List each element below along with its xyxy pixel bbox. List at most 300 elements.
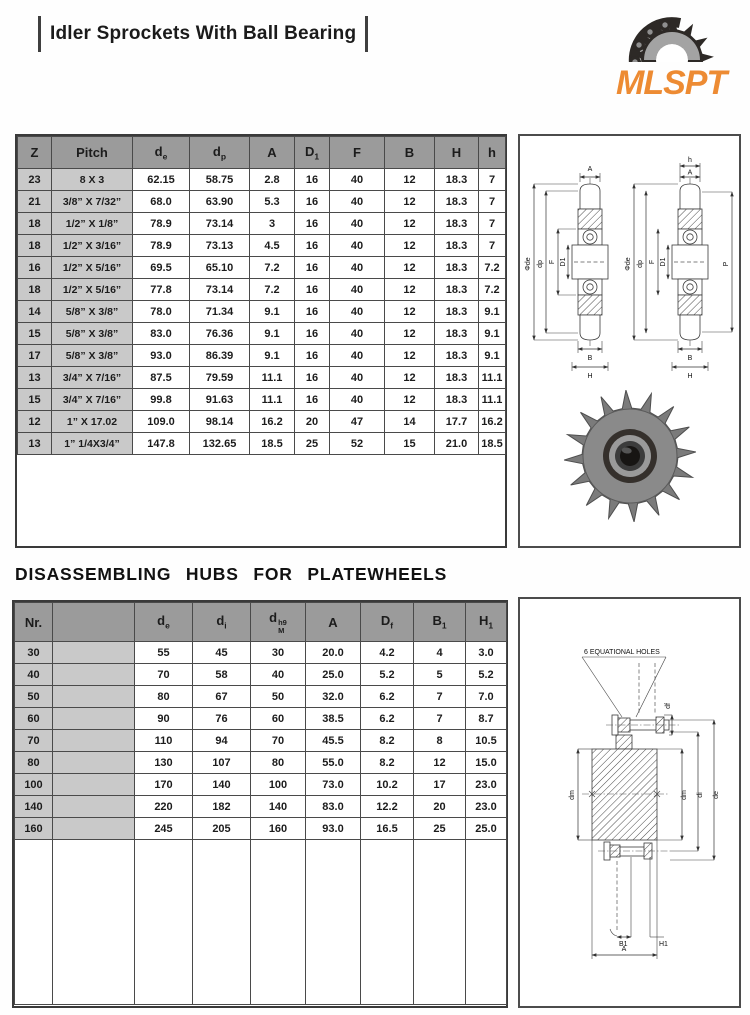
table-cell: 8.2	[361, 752, 414, 774]
table-cell: 18.5	[479, 433, 506, 455]
table-cell: 140	[251, 796, 306, 818]
table-row	[18, 257, 506, 279]
table-cell: 1/2” X 5/16”	[52, 279, 133, 301]
table-cell: 18.3	[435, 257, 479, 279]
table-cell: 21.0	[435, 433, 479, 455]
column-header: H	[435, 137, 479, 169]
table-cell: 7	[414, 686, 466, 708]
table-cell: 107	[193, 752, 251, 774]
table-cell: 65.10	[190, 257, 250, 279]
table-cell	[53, 664, 135, 686]
table-cell: 18	[18, 213, 52, 235]
table-cell: 18	[18, 235, 52, 257]
table-cell: 30	[15, 642, 53, 664]
table-cell: 9.1	[250, 323, 295, 345]
table-header-row	[15, 603, 507, 642]
table-cell: 70	[15, 730, 53, 752]
table-cell: 10.5	[466, 730, 507, 752]
column-header	[53, 603, 135, 642]
brand-logo	[608, 2, 740, 100]
column-header: $d_p$	[190, 137, 250, 169]
table-cell: 16	[295, 257, 330, 279]
table-cell: 63.90	[190, 191, 250, 213]
dim-label-a2: A	[687, 169, 693, 177]
table-cell: 12	[385, 279, 435, 301]
table-cell: 76.36	[190, 323, 250, 345]
dim-label-p: P	[723, 261, 730, 267]
table-cell: 23	[18, 169, 52, 191]
table-cell: 7.2	[250, 279, 295, 301]
table-cell: 16.2	[250, 411, 295, 433]
table-cell: 6.2	[361, 686, 414, 708]
table-cell: 40	[330, 279, 385, 301]
table-cell: 73.13	[190, 235, 250, 257]
table-cell	[53, 730, 135, 752]
page-title: Idler Sprockets With Ball Bearing	[50, 23, 357, 44]
table-cell: 9.1	[250, 345, 295, 367]
table-cell: 7	[479, 169, 506, 191]
dim-label-b1: B1	[619, 941, 628, 948]
table-cell: 40	[330, 213, 385, 235]
table-cell: 40	[251, 664, 306, 686]
dim-label-b: B	[587, 355, 593, 362]
dim-label-h1: H1	[659, 941, 668, 948]
table-cell: 47	[330, 411, 385, 433]
empty-cell	[135, 840, 193, 1005]
table-cell: 78.9	[133, 235, 190, 257]
table-cell: 11.1	[479, 389, 506, 411]
table-cell: 4.5	[250, 235, 295, 257]
table-cell: 147.8	[133, 433, 190, 455]
column-header: $d_e$	[133, 137, 190, 169]
table-cell: 20.0	[306, 642, 361, 664]
table-cell: 11.1	[479, 367, 506, 389]
title-right-rule	[365, 16, 368, 52]
table-cell: 12	[385, 389, 435, 411]
table-row	[15, 686, 507, 708]
table-cell: 5/8” X 3/8”	[52, 345, 133, 367]
table-cell: 98.14	[190, 411, 250, 433]
sprocket-drawing-panel	[518, 134, 741, 548]
table-cell: 132.65	[190, 433, 250, 455]
table-cell: 16	[295, 389, 330, 411]
column-header: $B_1$	[414, 603, 466, 642]
table-cell: 15.0	[466, 752, 507, 774]
table-cell: 7	[479, 191, 506, 213]
table-cell: 40	[330, 323, 385, 345]
table-cell: 18.3	[435, 213, 479, 235]
table-cell: 18.3	[435, 169, 479, 191]
table-cell: 86.39	[190, 345, 250, 367]
table-cell: 55.0	[306, 752, 361, 774]
table-cell: 25	[295, 433, 330, 455]
table-cell: 67	[193, 686, 251, 708]
table-cell: 18.3	[435, 323, 479, 345]
table-cell: 12	[385, 301, 435, 323]
table-row	[15, 752, 507, 774]
column-header: Pitch	[52, 137, 133, 169]
table-cell: 1” 1/4X3/4”	[52, 433, 133, 455]
column-header: Z	[18, 137, 52, 169]
table-cell: 15	[18, 323, 52, 345]
table-cell: 12	[385, 169, 435, 191]
table-cell: 50	[251, 686, 306, 708]
dim-label-f: F	[549, 259, 556, 265]
table-cell: 23.0	[466, 796, 507, 818]
table-cell: 16.5	[361, 818, 414, 840]
table-cell: 80	[251, 752, 306, 774]
dim-label-h-total: H	[587, 373, 593, 380]
table-cell: 16	[18, 257, 52, 279]
table-cell: 14	[385, 411, 435, 433]
table-cell: 16	[295, 191, 330, 213]
table-cell: 77.8	[133, 279, 190, 301]
table-cell: 40	[15, 664, 53, 686]
table-cell: 16	[295, 301, 330, 323]
table-cell	[53, 796, 135, 818]
sprocket-cross-section-drawing	[520, 136, 739, 546]
upper-bolt	[606, 715, 680, 735]
table-cell: 45	[193, 642, 251, 664]
table-cell: 5.2	[466, 664, 507, 686]
table-cell: 73.0	[306, 774, 361, 796]
table-row	[15, 774, 507, 796]
table-cell: 18.3	[435, 367, 479, 389]
table-cell: 58	[193, 664, 251, 686]
table-cell: 52	[330, 433, 385, 455]
table-cell: 3.0	[466, 642, 507, 664]
table-cell: 18.3	[435, 345, 479, 367]
table-cell: 16	[295, 345, 330, 367]
table-cell: 20	[295, 411, 330, 433]
table-cell: 68.0	[133, 191, 190, 213]
table-cell: 6.2	[361, 708, 414, 730]
table-cell: 60	[15, 708, 53, 730]
dim-label-a: A	[621, 946, 627, 953]
empty-cell	[193, 840, 251, 1005]
table-cell: 7	[479, 213, 506, 235]
table-cell: 205	[193, 818, 251, 840]
table-cell: 8 X 3	[52, 169, 133, 191]
table-cell: 73.14	[190, 279, 250, 301]
table-row	[15, 796, 507, 818]
empty-cell	[414, 840, 466, 1005]
table-cell: 40	[330, 301, 385, 323]
table-cell: 9.1	[250, 301, 295, 323]
table-cell: 8.2	[361, 730, 414, 752]
brand-logo-text: MLSPT	[616, 64, 727, 100]
dim-label-dm-right: dm	[681, 790, 688, 800]
table-cell: 8	[414, 730, 466, 752]
table-row	[18, 433, 506, 455]
table-cell: 73.14	[190, 213, 250, 235]
holes-note: 6 EQUATIONAL HOLES	[584, 649, 660, 656]
table-cell: 11.1	[250, 389, 295, 411]
table-row	[15, 818, 507, 840]
table-cell: 58.75	[190, 169, 250, 191]
table-cell: 3/4” X 7/16”	[52, 367, 133, 389]
table-cell: 18.5	[250, 433, 295, 455]
empty-cell	[53, 840, 135, 1005]
table-row	[18, 191, 506, 213]
column-header: $d_e$	[135, 603, 193, 642]
empty-cell	[251, 840, 306, 1005]
table-cell: 80	[15, 752, 53, 774]
table-cell: 40	[330, 257, 385, 279]
table-cell: 79.59	[190, 367, 250, 389]
table-cell: 9.1	[479, 301, 506, 323]
table-cell	[53, 708, 135, 730]
table-cell: 76	[193, 708, 251, 730]
dim-label-dp: dp	[537, 260, 544, 268]
table-cell: 87.5	[133, 367, 190, 389]
table-cell: 17	[18, 345, 52, 367]
table-cell: 20	[414, 796, 466, 818]
empty-row	[15, 840, 507, 1005]
table-cell: 182	[193, 796, 251, 818]
table-row	[15, 708, 507, 730]
table-cell: 8.7	[466, 708, 507, 730]
table-cell: 9.1	[479, 323, 506, 345]
table-row	[18, 323, 506, 345]
dim-label-h-total2: H	[687, 373, 693, 380]
table-cell: 110	[135, 730, 193, 752]
table-row	[18, 301, 506, 323]
table-cell: 220	[135, 796, 193, 818]
table-cell: 93.0	[306, 818, 361, 840]
table-cell: 12	[414, 752, 466, 774]
table-cell: 40	[330, 367, 385, 389]
column-header: h	[479, 137, 506, 169]
table-cell: 18	[18, 279, 52, 301]
table-row	[18, 169, 506, 191]
table-cell: 78.0	[133, 301, 190, 323]
table-cell: 99.8	[133, 389, 190, 411]
table-cell: 160	[15, 818, 53, 840]
table-cell: 40	[330, 191, 385, 213]
table-cell: 30	[251, 642, 306, 664]
table-cell: 4	[414, 642, 466, 664]
table-cell: 38.5	[306, 708, 361, 730]
empty-cell	[361, 840, 414, 1005]
table-cell: 25	[414, 818, 466, 840]
column-header: Nr.	[15, 603, 53, 642]
table-cell	[53, 642, 135, 664]
brand-logo-graphic	[608, 2, 740, 100]
table-row	[18, 411, 506, 433]
table-cell: 12	[385, 191, 435, 213]
table-cell	[53, 818, 135, 840]
table-row	[18, 213, 506, 235]
dim-label-a: A	[587, 166, 593, 173]
table-cell: 109.0	[133, 411, 190, 433]
column-header: $H_1$	[466, 603, 507, 642]
table-cell: 3/8” X 7/32”	[52, 191, 133, 213]
table-cell: 18.3	[435, 235, 479, 257]
table-row	[15, 730, 507, 752]
table-row	[18, 367, 506, 389]
table-cell: 7.0	[466, 686, 507, 708]
table-cell: 16	[295, 235, 330, 257]
table-cell: 130	[135, 752, 193, 774]
table-cell: 23.0	[466, 774, 507, 796]
table-cell: 160	[251, 818, 306, 840]
dim-label-d1: D1	[560, 257, 567, 267]
table-row	[18, 389, 506, 411]
sprocket-spec-table	[17, 136, 506, 455]
table-cell: 94	[193, 730, 251, 752]
table-cell: 1/2” X 1/8”	[52, 213, 133, 235]
table-cell: 21	[18, 191, 52, 213]
table-cell: 170	[135, 774, 193, 796]
table-cell: 7	[414, 708, 466, 730]
column-header: F	[330, 137, 385, 169]
hub-drawing-panel	[518, 597, 741, 1008]
table-cell: 40	[330, 235, 385, 257]
table-cell: 93.0	[133, 345, 190, 367]
table-cell: 16.2	[479, 411, 506, 433]
table-cell: 7	[479, 235, 506, 257]
bottom-dimensions	[592, 840, 668, 959]
table-cell: 7.2	[479, 279, 506, 301]
empty-cell	[306, 840, 361, 1005]
table-cell: 12	[385, 235, 435, 257]
table-cell: 16	[295, 169, 330, 191]
table-cell: 12	[385, 213, 435, 235]
table-cell: 5/8” X 3/8”	[52, 301, 133, 323]
table-cell: 4.2	[361, 642, 414, 664]
table-row	[15, 664, 507, 686]
empty-cell	[15, 840, 53, 1005]
table-cell: 12	[385, 367, 435, 389]
dim-label-f2: F	[649, 259, 656, 265]
table-cell: 18.3	[435, 389, 479, 411]
table-cell: 5.3	[250, 191, 295, 213]
page-title-box	[38, 16, 368, 52]
table-cell: 17	[414, 774, 466, 796]
table-cell: 18.3	[435, 279, 479, 301]
table-cell: 1/2” X 5/16”	[52, 257, 133, 279]
table-cell: 60	[251, 708, 306, 730]
lower-bolt	[598, 842, 670, 860]
table-cell: 45.5	[306, 730, 361, 752]
table-cell: 12	[385, 257, 435, 279]
table-body	[15, 642, 507, 1005]
table-cell	[53, 752, 135, 774]
table-cell: 7.2	[250, 257, 295, 279]
table-row	[15, 642, 507, 664]
hub-body	[582, 735, 668, 840]
table-cell	[53, 774, 135, 796]
table-cell: 13	[18, 433, 52, 455]
table-cell: 78.9	[133, 213, 190, 235]
table-cell: 71.34	[190, 301, 250, 323]
table-header-row	[18, 137, 506, 169]
table-cell: 70	[135, 664, 193, 686]
dim-label-dp2: dp	[637, 260, 644, 268]
table-cell: 100	[251, 774, 306, 796]
dim-label-df: df	[665, 703, 672, 709]
table-cell	[53, 686, 135, 708]
table-cell: 40	[330, 345, 385, 367]
table-cell: 2.8	[250, 169, 295, 191]
table-cell: 17.7	[435, 411, 479, 433]
table-row	[18, 279, 506, 301]
table-cell: 15	[18, 389, 52, 411]
table-cell: 62.15	[133, 169, 190, 191]
column-header: B	[385, 137, 435, 169]
dim-label-h: h	[688, 157, 692, 164]
table-cell: 55	[135, 642, 193, 664]
table-cell: 3/4” X 7/16”	[52, 389, 133, 411]
column-header: $d_i$	[193, 603, 251, 642]
column-header: d h9 M	[251, 603, 306, 642]
table-cell: 80	[135, 686, 193, 708]
hub-cross-section-drawing	[520, 599, 739, 1006]
table-cell: 18.3	[435, 301, 479, 323]
section-title-hubs: DISASSEMBLING HUBS FOR PLATEWHEELS	[15, 564, 448, 584]
dim-label-d1-2: D1	[660, 257, 667, 267]
table-cell: 1/2” X 3/16”	[52, 235, 133, 257]
dim-label-di: di	[697, 792, 704, 798]
table-cell: 245	[135, 818, 193, 840]
table-cell: 25.0	[306, 664, 361, 686]
table-cell: 5/8” X 3/8”	[52, 323, 133, 345]
table-cell: 40	[330, 389, 385, 411]
table-cell: 9.1	[479, 345, 506, 367]
column-header: $D_f$	[361, 603, 414, 642]
sprocket-table-container	[15, 134, 507, 548]
table-cell: 7.2	[479, 257, 506, 279]
table-cell: 13	[18, 367, 52, 389]
table-cell: 5.2	[361, 664, 414, 686]
table-cell: 40	[330, 169, 385, 191]
table-cell: 11.1	[250, 367, 295, 389]
table-cell: 10.2	[361, 774, 414, 796]
dim-label-de: de	[713, 791, 720, 799]
table-cell: 140	[15, 796, 53, 818]
table-cell: 5	[414, 664, 466, 686]
table-cell: 91.63	[190, 389, 250, 411]
table-cell: 100	[15, 774, 53, 796]
dim-label-de2: Φde	[625, 257, 632, 271]
table-cell: 16	[295, 279, 330, 301]
column-header: A	[306, 603, 361, 642]
hub-table-container	[12, 600, 508, 1008]
table-cell: 12	[385, 345, 435, 367]
table-cell: 12.2	[361, 796, 414, 818]
table-cell: 12	[18, 411, 52, 433]
empty-cell	[466, 840, 507, 1005]
dim-label-b2: B	[687, 355, 693, 362]
table-cell: 16	[295, 367, 330, 389]
table-cell: 32.0	[306, 686, 361, 708]
table-cell: 83.0	[306, 796, 361, 818]
dim-label-de: Φde	[525, 257, 532, 271]
column-header: A	[250, 137, 295, 169]
table-body	[18, 169, 506, 455]
table-cell: 140	[193, 774, 251, 796]
sprocket-photo	[557, 383, 703, 529]
hub-spec-table	[14, 602, 507, 1005]
table-cell: 1” X 17.02	[52, 411, 133, 433]
table-cell: 83.0	[133, 323, 190, 345]
table-cell: 69.5	[133, 257, 190, 279]
table-cell: 90	[135, 708, 193, 730]
table-cell: 14	[18, 301, 52, 323]
table-cell: 12	[385, 323, 435, 345]
table-cell: 15	[385, 433, 435, 455]
